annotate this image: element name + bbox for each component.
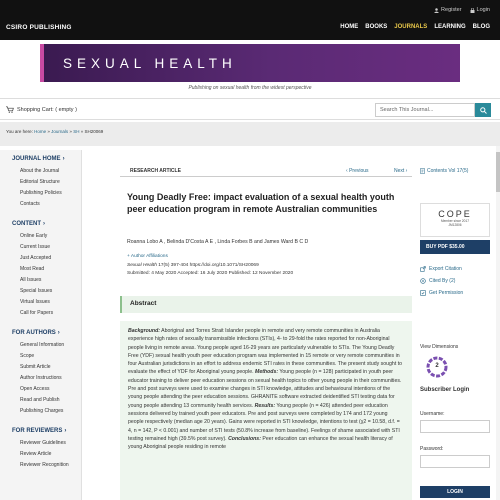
breadcrumb: You are here: Home » Journals » SH » SH20069 [6,129,104,134]
cited-by-icon [420,278,426,284]
login-button[interactable]: LOGIN [420,486,490,498]
subscriber-login-title: Subscriber Login [420,387,470,393]
nav-blog[interactable]: BLOG [472,24,490,30]
top-bar [0,0,500,40]
chevron-right-icon: › [43,221,45,227]
abstract-label-results: Results: [254,402,276,409]
sidebar-item-scope[interactable]: Scope [20,353,35,359]
get-permission-link[interactable]: Get Permission [420,290,463,296]
dimensions-badge[interactable] [426,356,448,378]
cart-icon [6,106,14,113]
login-link[interactable]: Login [470,7,490,13]
breadcrumb-current: SH20069 [84,129,104,134]
breadcrumb-sh[interactable]: SH [73,129,80,134]
register-link[interactable]: Register [434,7,461,13]
nav-home[interactable]: HOME [340,24,359,30]
export-icon [420,266,426,272]
username-input[interactable] [420,420,490,433]
sidebar-item-editorial[interactable]: Editorial Structure [20,179,60,185]
cited-by-link[interactable]: Cited By (2) [420,278,455,284]
sidebar-item-reviewer-guidelines[interactable]: Reviewer Guidelines [20,440,66,446]
nav-journals[interactable]: JOURNALS [394,24,428,30]
sidebar-section-journal-home[interactable]: JOURNAL HOME › [12,156,65,162]
author-list[interactable]: Roanna Lobo A , Belinda D'Costa A E , Linda Forbes B and James Ward B C D [127,239,309,245]
abstract-label-conclusions: Conclusions: [228,435,261,442]
chevron-right-icon: › [57,330,60,336]
export-citation-link[interactable]: Export Citation [420,266,462,272]
scrollbar-thumb[interactable] [496,152,500,192]
abstract-body: Background: Aboriginal and Torres Strait Islander people in remote and very remote communities in Australia experience high rates of sexually transmissible infections (STIs), 4- to 29-fold the rates reported for non-Aboriginal people living in remote areas. Young people aged 16-29 years are particularly vulnerable to STIs. The Young Deadly Free (YDF) sexual health youth peer education program was implemented in 15 remote or very remote communities in four Australian jurisdictions in an effort to address endemic STI rates in these communities. The present study sought to evaluate the effect of YDF for Aboriginal young people. Methods: Young people (n = 128) participated in youth peer educator training to deliver peer education sessions on sexual health topics to other young people in their communities. Pre and post surveys were used to examine changes in STI knowledge, attitudes and behavioural intentions of the young people attending the peer education sessions. GHRANITE software extracted deidentified STI testing data for young people attending 13 community health services. Results: Young people (n = 426) attended peer education sessions delivered by trained youth peer educators. Pre and post surveys were completed by 174 and 172 young people respectively (median age 20 years). Gains were reported in STI knowledge, intentions to test (χ2 = 10.58, d.f. = 4, n = 142, P < 0.001) and number of STI tests (50.8% increase from baseline). Feelings of shame associated with STI testing remained high (39.5% post survey). Conclusions: Peer education can enhance the sexual health literacy of young Aboriginal people residing in remote [120,321,412,500]
publication-dates: Submitted: 4 May 2020 Accepted: 16 July 2020 Published: 12 November 2020 [127,271,294,276]
next-link[interactable]: Next › [394,168,408,174]
sidebar-item-virtual-issues[interactable]: Virtual Issues [20,299,50,305]
password-input[interactable] [420,455,490,468]
username-label: Username: [420,411,445,417]
banner-stripe [40,44,44,82]
article-type: RESEARCH ARTICLE [130,168,181,174]
abstract-label-background: Background: [128,328,160,334]
shopping-cart[interactable]: Shopping Cart: ( empty ) [6,106,77,113]
journal-title: SEXUAL HEALTH [63,56,237,71]
user-icon [434,8,439,13]
search-input[interactable]: Search This Journal... [375,103,475,117]
sidebar-item-review-article[interactable]: Review Article [20,451,52,457]
sidebar-item-policies[interactable]: Publishing Policies [20,190,62,196]
chevron-right-icon: › [62,156,65,162]
article-meta-row [120,165,412,177]
sidebar-item-contacts[interactable]: Contacts [20,201,40,207]
issue-contents-link[interactable]: Contents Vol 17(5) [420,168,468,174]
sidebar-item-most-read[interactable]: Most Read [20,266,45,272]
nav-books[interactable]: BOOKS [365,24,388,30]
chevron-right-icon: › [64,428,67,434]
author-affiliations-toggle[interactable]: + Author Affiliations [127,254,168,259]
sidebar-item-submit-article[interactable]: Submit Article [20,364,51,370]
sidebar-item-online-early[interactable]: Online Early [20,233,48,239]
sidebar-section-for-authors[interactable]: FOR AUTHORS › [12,330,60,336]
sidebar-item-open-access[interactable]: Open Access [20,386,50,392]
previous-link[interactable]: ‹ Previous [346,168,369,174]
doi-link[interactable]: 17(5) 397-404 https://doi.org/10.1071/SH20069 [158,263,259,268]
sidebar-section-content[interactable]: CONTENT › [12,221,45,227]
journal-tagline: Publishing on sexual health from the widest perspective [188,85,312,91]
chevron-right-icon: › [404,168,408,174]
sidebar [0,150,82,500]
sidebar-item-all-issues[interactable]: All Issues [20,277,42,283]
utility-links [434,7,490,13]
document-icon [420,168,425,174]
search-button[interactable] [475,103,491,117]
password-label: Password: [420,446,444,452]
dimensions-label: View Dimensions [420,344,459,350]
chevron-left-icon: ‹ [346,168,350,174]
journal-banner[interactable] [40,44,460,82]
sidebar-item-general-information[interactable]: General Information [20,342,65,348]
publisher-logo[interactable]: CSIRO PUBLISHING [6,24,72,31]
sidebar-item-special-issues[interactable]: Special Issues [20,288,53,294]
journal-name: Sexual Health [127,263,157,268]
citation-line [127,263,259,268]
sidebar-item-read-and-publish[interactable]: Read and Publish [20,397,60,403]
sidebar-item-call-for-papers[interactable]: Call for Papers [20,310,54,316]
permission-icon [420,290,426,296]
lock-icon [470,8,475,13]
cart-search-bar [0,98,500,120]
article-title: Young Deadly Free: impact evaluation of a sexual health youth peer education program in remote Australian communities [127,192,395,214]
sidebar-item-author-instructions[interactable]: Author Instructions [20,375,62,381]
buy-pdf-button[interactable]: BUY PDF $35.00 [420,240,490,254]
cope-logo[interactable]: COPE Member since 2017 JM12806 [420,203,490,237]
sidebar-section-for-reviewers[interactable]: FOR REVIEWERS › [12,428,67,434]
abstract-label-methods: Methods: [255,369,279,376]
main-nav [340,24,490,30]
sidebar-item-reviewer-recognition[interactable]: Reviewer Recognition [20,462,69,468]
dimensions-count: 2 [435,363,439,369]
sidebar-item-just-accepted[interactable]: Just Accepted [20,255,52,261]
nav-learning[interactable]: LEARNING [434,24,466,30]
sidebar-item-current-issue[interactable]: Current Issue [20,244,51,250]
sidebar-item-about[interactable]: About the Journal [20,168,60,174]
breadcrumb-home[interactable]: Home [34,129,47,134]
scrollbar[interactable] [496,146,500,500]
breadcrumb-bar [0,122,500,146]
search-icon [480,107,487,114]
sidebar-item-publishing-charges[interactable]: Publishing Charges [20,408,64,414]
breadcrumb-journals[interactable]: Journals [51,129,69,134]
abstract-heading: Abstract [120,296,412,313]
